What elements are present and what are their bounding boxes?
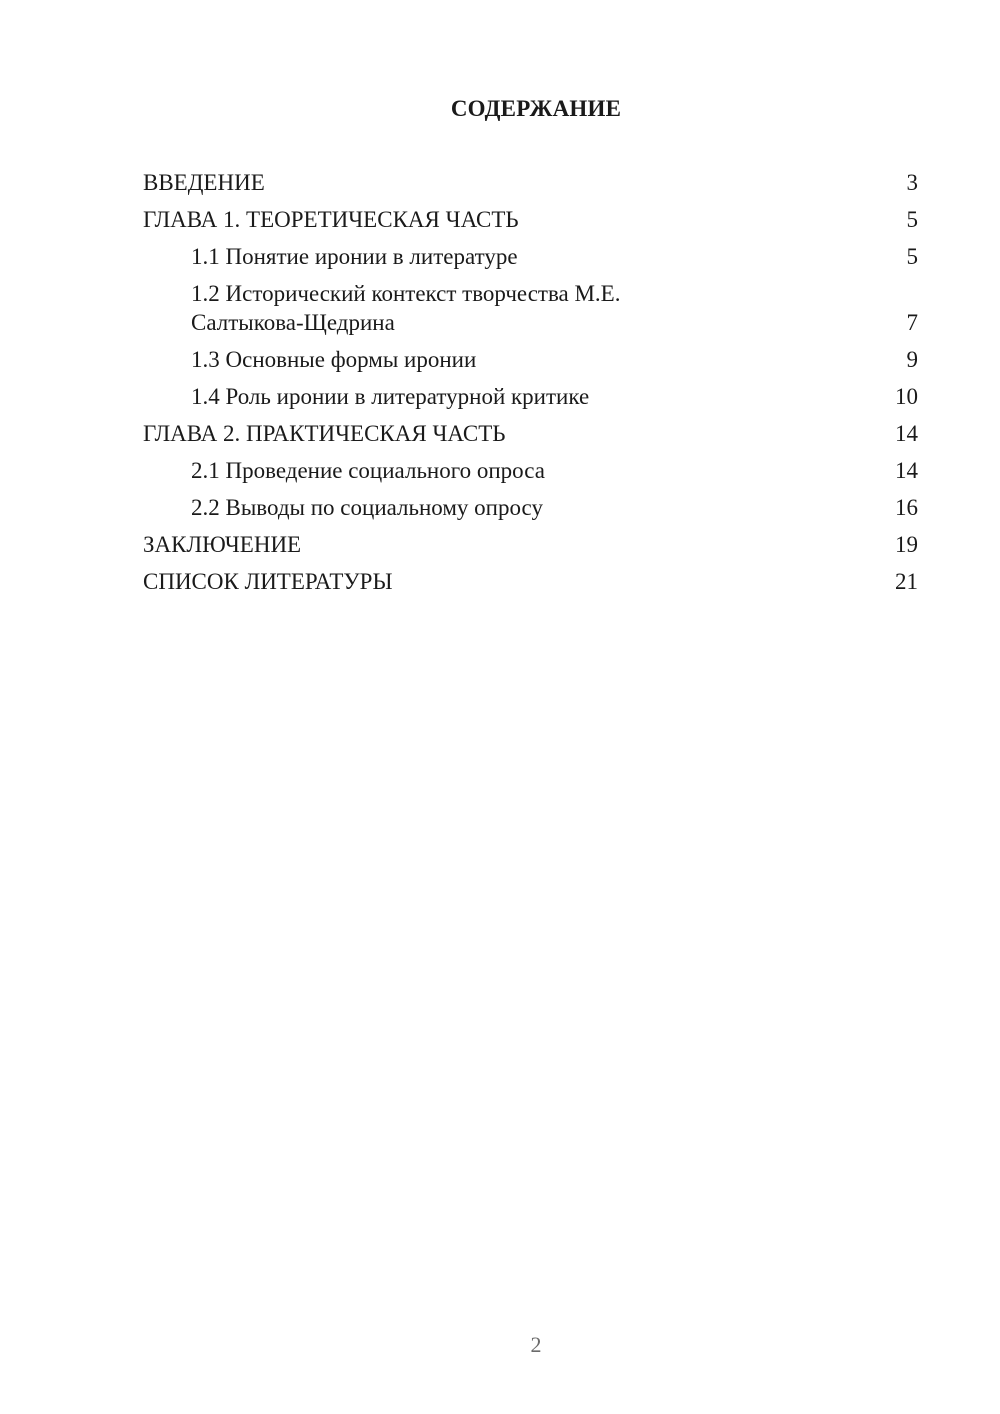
- toc-entry-chapter-1[interactable]: [143, 205, 918, 234]
- toc-entry-text: 2.1 Проведение социального опроса: [191, 458, 545, 483]
- toc-entry-page: 10: [895, 384, 918, 409]
- toc-entry-page: 14: [895, 458, 918, 483]
- toc-entry-1-1[interactable]: [143, 242, 918, 271]
- toc-entry-text: 1.2 Исторический контекст творчества М.Е. Салтыкова-Щедрина: [191, 281, 621, 335]
- toc-entry-text: 1.4 Роль иронии в литературной критике: [191, 384, 590, 409]
- toc-entry-2-1[interactable]: [143, 456, 918, 485]
- toc-entry-1-3[interactable]: [143, 345, 918, 374]
- toc-entry-page: 14: [895, 421, 918, 446]
- toc-entry-page: 5: [906, 207, 918, 232]
- toc-entry-page: 21: [895, 569, 918, 594]
- toc-heading: СОДЕРЖАНИЕ: [450, 96, 622, 121]
- toc-entry-1-4[interactable]: [143, 382, 918, 411]
- toc-entry-chapter-2[interactable]: [143, 419, 918, 448]
- toc-entry-1-2[interactable]: [143, 279, 918, 337]
- toc-entry-page: 19: [895, 532, 918, 557]
- toc-entry-page: 9: [906, 347, 918, 372]
- toc-entry-text: ВВЕДЕНИЕ: [143, 170, 265, 195]
- toc-entry-page: 5: [906, 244, 918, 269]
- toc-entry-2-2[interactable]: [143, 493, 918, 522]
- toc-entry-text: ЗАКЛЮЧЕНИЕ: [143, 532, 302, 557]
- table-of-contents: [143, 168, 918, 604]
- toc-entry-text: ГЛАВА 1. ТЕОРЕТИЧЕСКАЯ ЧАСТЬ: [143, 207, 519, 232]
- toc-entry-text: 1.1 Понятие иронии в литературе: [191, 244, 518, 269]
- toc-entry-page: 16: [895, 495, 918, 520]
- toc-entry-page: 7: [906, 310, 918, 335]
- toc-entry-text: 2.2 Выводы по социальному опросу: [191, 495, 543, 520]
- toc-entry-text: 1.3 Основные формы иронии: [191, 347, 477, 372]
- toc-entry-conclusion[interactable]: [143, 530, 918, 559]
- toc-entry-text: СПИСОК ЛИТЕРАТУРЫ: [143, 569, 393, 594]
- page-number: 2: [530, 1332, 542, 1357]
- toc-entry-references[interactable]: [143, 567, 918, 596]
- toc-entry-page: 3: [906, 170, 918, 195]
- toc-entry-introduction[interactable]: [143, 168, 918, 197]
- toc-entry-text: ГЛАВА 2. ПРАКТИЧЕСКАЯ ЧАСТЬ: [143, 421, 506, 446]
